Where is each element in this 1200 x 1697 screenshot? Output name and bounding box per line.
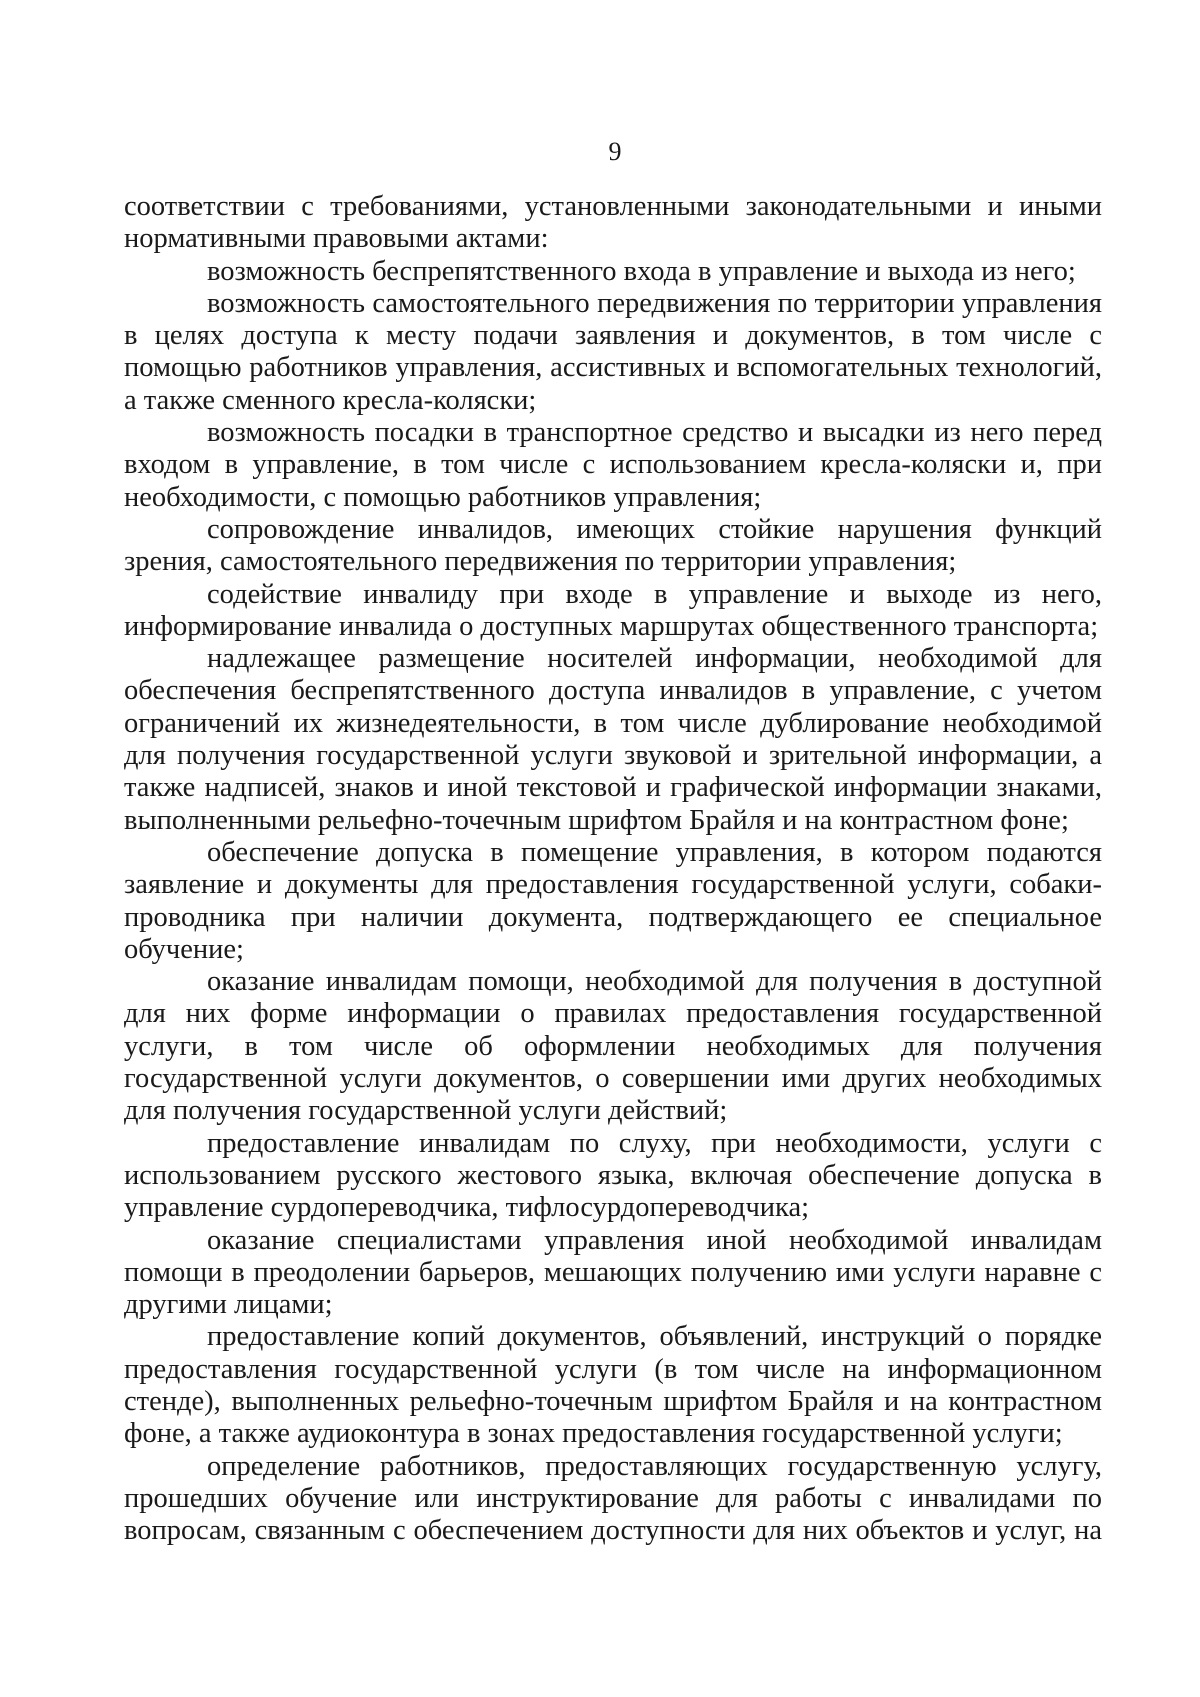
list-item-sign-language: предоставление инвалидам по слуху, при необходимости, услуги с использованием русского жестового языка, включая обеспечение допуска в управление сурдопереводчика, тифлосурдопереводчика; <box>124 1127 1102 1224</box>
list-item-staff-training: определение работников, предоставляющих государственную услугу, прошедших обучение или инструктирование для работы с инвалидами по вопросам, связанным с обеспечением доступности для них объектов и услуг, на <box>124 1450 1102 1547</box>
list-item-escort: сопровождение инвалидов, имеющих стойкие нарушения функций зрения, самостоятельного передвижения по территории управления; <box>124 513 1102 578</box>
page-number: 9 <box>608 137 622 166</box>
list-item-braille-copies: предоставление копий документов, объявлений, инструкций о порядке предоставления государственной услуги (в том числе на информационном стенде), выполненных рельефно-точечным шрифтом Брайля и на контрастном фоне, а также аудиоконтура в зонах предоставления государственной услуги; <box>124 1321 1102 1450</box>
list-item-assistance-entry: содействие инвалиду при входе в управление и выходе из него, информирование инвалида о доступных маршрутах общественного транспорта; <box>124 578 1102 642</box>
list-item-movement: возможность самостоятельного передвижения по территории управления в целях доступа к месту подачи заявления и документов, в том числе с помощью работников управления, ассистивных и вспомогательных технологий, а также сменного кресла-коляски; <box>124 287 1102 416</box>
list-item-guide-dog: обеспечение допуска в помещение управления, в котором подаются заявление и документы для предоставления государственной услуги, собаки-проводника при наличии документа, подтверждающего ее специальное обучение; <box>124 836 1102 965</box>
list-item-help-information: оказание инвалидам помощи, необходимой для получения в доступной для них форме информации о правилах предоставления государственной услуги, в том числе об оформлении необходимых для получения государственной услуги документов, о совершении ими других необходимых для получения государственной услуги действий; <box>124 966 1102 1127</box>
list-item-boarding: возможность посадки в транспортное средство и высадки из него перед входом в управление, в том числе с использованием кресла-коляски и, при необходимости, с помощью работников управления; <box>124 417 1102 513</box>
body-text <box>124 191 1102 1547</box>
list-item-barriers: оказание специалистами управления иной необходимой инвалидам помощи в преодолении барьеров, мешающих получению ими услуги наравне с другими лицами; <box>124 1224 1102 1321</box>
paragraph-intro: соответствии с требованиями, установленными законодательными и иными нормативными правовыми актами: <box>124 191 1102 255</box>
list-item-information-media: надлежащее размещение носителей информации, необходимой для обеспечения беспрепятственного доступа инвалидов в управление, с учетом ограничений их жизнедеятельности, в том числе дублирование необходимой для получения государственной услуги звуковой и зрительной информации, а также надписей, знаков и иной текстовой и графической информации знаками, выполненными рельефно-точечным шрифтом Брайля и на контрастном фоне; <box>124 643 1102 836</box>
list-item-entrance-exit: возможность беспрепятственного входа в управление и выхода из него; <box>207 255 1076 287</box>
